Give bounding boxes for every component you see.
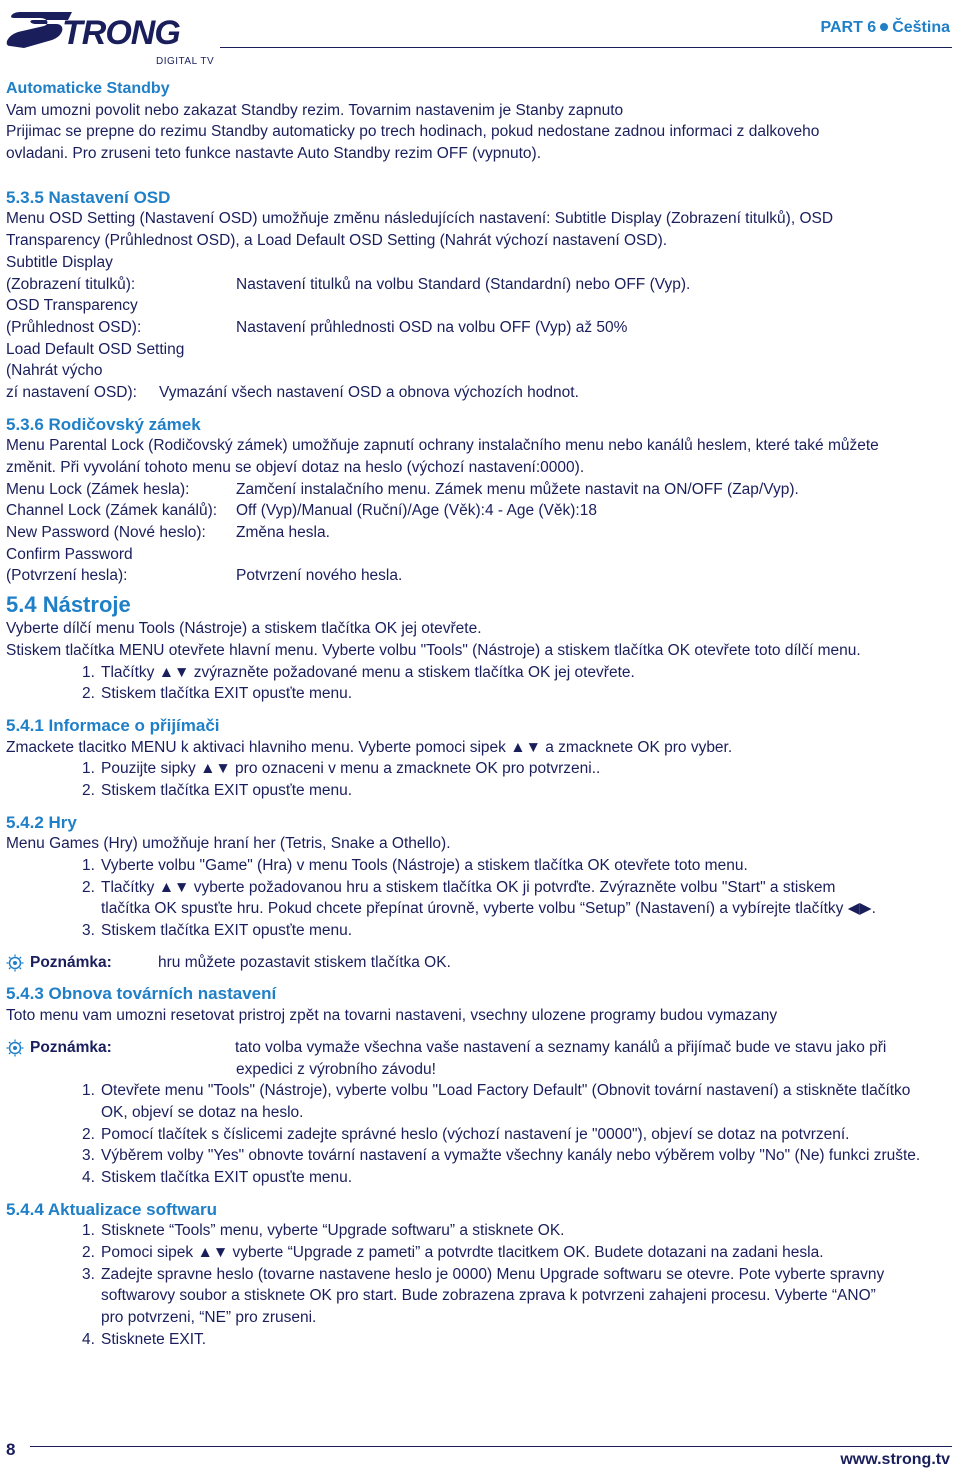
paragraph-line: Prijimac se prepne do rezimu Standby automaticky po trech hodinach, pokud nedostane zadnou informaci z dalkoveho <box>6 123 820 141</box>
paragraph-line: Confirm Password <box>6 545 133 563</box>
note-text: tato volba vymaže všechna vaše nastavení a seznamy kanálů a přijímač bude ve stavu jako při <box>235 1038 887 1056</box>
note-row <box>6 952 950 974</box>
heading-auto-standby: Automaticke Standby <box>6 80 170 97</box>
heading-5-3-5: 5.3.5 Nastavení OSD <box>6 187 171 207</box>
numbered-item: 4. Stisknete EXIT. <box>82 1330 207 1348</box>
note-label: Poznámka: <box>30 1038 112 1056</box>
numbered-item: 2. Stiskem tlačítka EXIT opusťte menu. <box>82 685 353 703</box>
numbered-item: 1. Otevřete menu "Tools" (Nástroje), vyberte volbu "Load Factory Default" (Obnovit tovární nastavení) a stiskněte tlačítko <box>82 1082 911 1100</box>
definition-row: (Průhlednost OSD): Nastavení průhlednosti OSD na volbu OFF (Vyp) až 50% <box>6 318 628 336</box>
paragraph-line: ovladani. Pro zruseni teto funkce nastavte Auto Standby rezim OFF (vypnuto). <box>6 145 542 163</box>
heading-5-4: 5.4 Nástroje <box>6 592 131 618</box>
numbered-item-continuation: OK, objeví se dotaz na heslo. <box>101 1103 304 1121</box>
numbered-item: 2. Tlačítky ▲▼ vyberte požadovanou hru a stiskem tlačítka OK ji potvrďte. Zvýrazněte volbu "Start" a stiskem <box>82 878 836 896</box>
numbered-item: 1. Tlačítky ▲▼ zvýrazněte požadované menu a stiskem tlačítka OK jej otevřete. <box>82 663 635 681</box>
definition-row: (Zobrazení titulků): Nastavení titulků na volbu Standard (Standardní) nebo OFF (Vyp). <box>6 275 691 293</box>
numbered-item: 3. Zadejte spravne heslo (tovarne nastavene heslo je 0000) Menu Upgrade softwaru se otevre. Pote vyberte spravny <box>82 1265 885 1283</box>
numbered-item-continuation: pro potvrzeni, “NE” pro zruseni. <box>101 1309 317 1327</box>
footer-divider <box>30 1446 952 1447</box>
heading-5-4-1: 5.4.1 Informace o přijímači <box>6 715 220 735</box>
heading-5-4-2: 5.4.2 Hry <box>6 812 77 832</box>
paragraph-line: OSD Transparency <box>6 297 138 315</box>
numbered-item: 2. Stiskem tlačítka EXIT opusťte menu. <box>82 781 353 799</box>
definition-row: New Password (Nové heslo): Změna hesla. <box>6 524 330 542</box>
note-row <box>6 1037 950 1059</box>
note-text-continuation: expedici z výrobního závodu! <box>236 1060 436 1078</box>
paragraph-line: Vam umozni povolit nebo zakazat Standby rezim. Tovarnim nastavenim je Stanby zapnuto <box>6 101 624 119</box>
part-label: PART 6 Čeština <box>820 19 950 36</box>
paragraph-line: Stiskem tlačítka MENU otevřete hlavní menu. Vyberte volbu "Tools" (Nástroje) a stiskem tlačítka OK otevřete toto dílčí menu. <box>6 641 861 659</box>
paragraph-line: změnit. Při vyvolání tohoto menu se objeví dotaz na heslo (výchozí nastavení:0000). <box>6 459 585 476</box>
footer-url: www.strong.tv <box>840 1451 950 1468</box>
paragraph-line: Transparency (Průhlednost OSD), a Load Default OSD Setting (Nahrát výchozí nastavení OSD). <box>6 232 668 250</box>
bullet-dot-icon <box>880 23 888 31</box>
definition-row: Menu Lock (Zámek hesla): Zamčení instalačního menu. Zámek menu můžete nastavit na ON/OFF (Zap/Vyp). <box>6 480 799 498</box>
definition-row: zí nastavení OSD): Vymazání všech nastavení OSD a obnova výchozích hodnot. <box>6 383 579 401</box>
note-icon <box>6 954 24 972</box>
paragraph-line: Load Default OSD Setting <box>6 340 185 358</box>
numbered-item: 3. Výběrem volby "Yes" obnovte tovární nastavení a vymažte všechny kanály nebo výběrem volby "No" (Ne) funkci zrušte. <box>82 1147 921 1165</box>
numbered-item: 1. Pouzijte sipky ▲▼ pro oznaceni v menu a zmacknete OK pro potvrzeni.. <box>82 760 601 778</box>
paragraph-line: Menu Parental Lock (Rodičovský zámek) umožňuje zapnutí ochrany instalačního menu nebo kanálů heslem, které také můžete <box>6 437 879 455</box>
definition-row: Channel Lock (Zámek kanálů): Off (Vyp)/Manual (Ruční)/Age (Věk):4 - Age (Věk):18 <box>6 502 597 520</box>
page-content <box>6 78 950 1350</box>
note-icon <box>6 1039 24 1057</box>
note-text: hru můžete pozastavit stiskem tlačítka OK. <box>158 953 451 971</box>
numbered-item: 4. Stiskem tlačítka EXIT opusťte menu. <box>82 1168 353 1186</box>
numbered-item: 2. Pomoci sipek ▲▼ vyberte “Upgrade z pameti” a potvrdte tlacitkem OK. Budete dotazani na zadani hesla. <box>82 1244 824 1261</box>
page-number: 8 <box>6 1440 16 1459</box>
definition-row: (Potvrzení hesla): Potvrzení nového hesla. <box>6 567 403 585</box>
numbered-item-continuation: softwarovy soubor a stisknete OK pro start. Bude zobrazena zprava k potvrzeni zahajeni procesu. Vyberte “ANO” <box>101 1287 876 1305</box>
note-label: Poznámka: <box>30 953 112 971</box>
paragraph-line: Zmackete tlacitko MENU k aktivaci hlavniho menu. Vyberte pomoci sipek ▲▼ a zmacknete OK pro vyber. <box>6 738 733 756</box>
logo-wordmark: TRONG <box>62 14 180 52</box>
paragraph-line: Toto menu vam umozni resetovat pristroj zpět na tovarni nastaveni, vsechny ulozene programy budou vymazany <box>6 1007 778 1025</box>
heading-5-4-4: 5.4.4 Aktualizace softwaru <box>6 1199 218 1219</box>
paragraph-line: Vyberte dílčí menu Tools (Nástroje) a stiskem tlačítka OK jej otevřete. <box>6 620 482 638</box>
numbered-item: 3. Stiskem tlačítka EXIT opusťte menu. <box>82 922 353 940</box>
heading-5-4-3: 5.4.3 Obnova továrních nastavení <box>6 984 277 1004</box>
strong-logo <box>4 6 219 66</box>
numbered-item-continuation: tlačítka OK spusťte hru. Pokud chcete přepínat úrovně, vyberte volbu “Setup” (Nastavení) a vybírejte tlačítky ◀▶. <box>101 900 876 918</box>
logo-subtitle: DIGITAL TV <box>156 56 215 67</box>
numbered-item: 1. Vyberte volbu "Game" (Hra) v menu Tools (Nástroje) a stiskem tlačítka OK otevřete toto menu. <box>82 857 748 874</box>
paragraph-line: Subtitle Display <box>6 253 113 271</box>
heading-5-3-6: 5.3.6 Rodičovský zámek <box>6 414 201 434</box>
paragraph-line: Menu Games (Hry) umožňuje hraní her (Tetris, Snake a Othello). <box>6 835 451 853</box>
paragraph-line: Menu OSD Setting (Nastavení OSD) umožňuje změnu následujících nastavení: Subtitle Display (Zobrazení titulků), OSD <box>6 210 834 228</box>
paragraph-line: (Nahrát výcho <box>6 362 103 380</box>
numbered-item: 1. Stisknete “Tools” menu, vyberte “Upgrade softwaru” a stisknete OK. <box>82 1222 565 1240</box>
header-divider <box>220 47 952 48</box>
numbered-item: 2. Pomocí tlačítek s číslicemi zadejte správné hesl​o (výchozí nastavení je "0000"), objeví se dotaz na potvrzení. <box>82 1125 850 1143</box>
